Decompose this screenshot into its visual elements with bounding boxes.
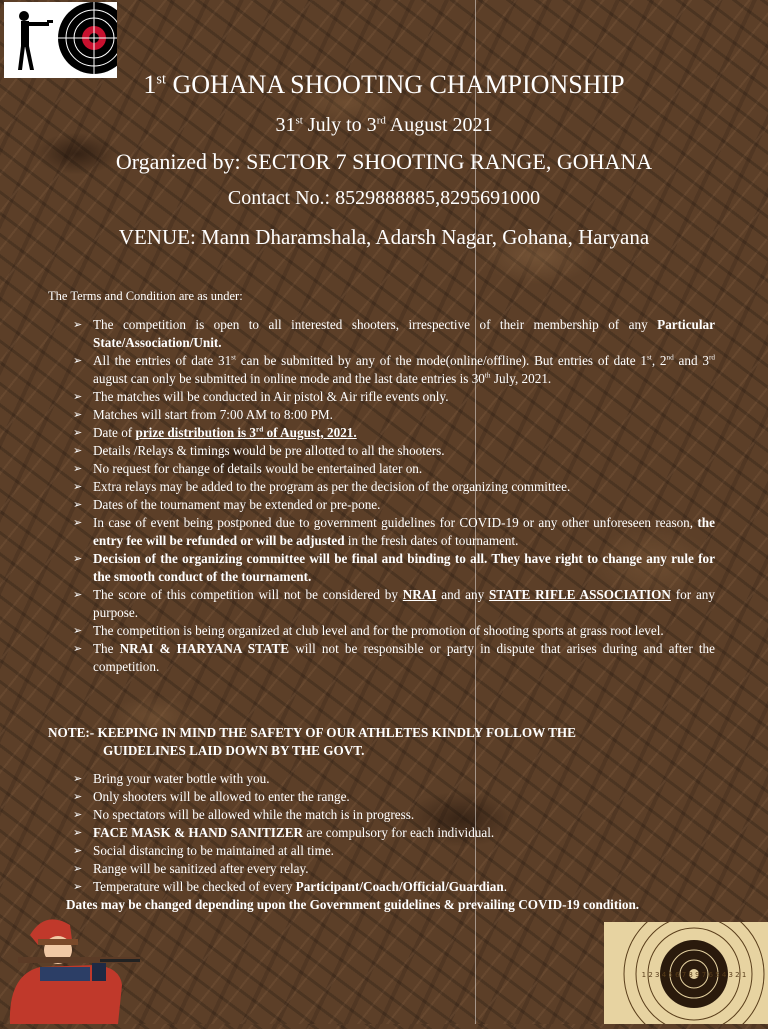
safety-note — [48, 724, 688, 760]
event-dates: 31st July to 3rd August 2021 — [275, 114, 493, 136]
arrow-bullet-icon: ➢ — [73, 773, 83, 785]
term-item: ➢ Extra relays may be added to the program as per the decision of the organizing committee. — [73, 479, 571, 494]
arrow-bullet-icon: ➢ — [73, 409, 83, 421]
term-item: ➢ Dates of the tournament may be extended or pre-pone. — [73, 497, 381, 512]
term-item: ➢ Matches will start from 7:00 AM to 8:00 PM. — [73, 407, 333, 422]
footer-disclaimer: Dates may be changed depending upon the Government guidelines & prevailing COVID-19 condition. — [66, 897, 640, 912]
arrow-bullet-icon: ➢ — [73, 319, 83, 331]
arrow-bullet-icon: ➢ — [73, 445, 83, 457]
target-card-icon — [604, 922, 768, 1024]
note-line-1: NOTE:- KEEPING IN MIND THE SAFETY OF OUR ATHLETES KINDLY FOLLOW THE — [48, 725, 576, 740]
guideline-item: ➢ Social distancing to be maintained at all time. — [73, 843, 334, 858]
term-item: ➢ The score of this competition will not be considered by NRAI and any STATE RIFLE ASSOCIATION for any purpose. — [73, 587, 715, 620]
term-item: ➢ Date of prize distribution is 3rd of August, 2021. — [73, 425, 357, 440]
organizer-line: Organized by: SECTOR 7 SHOOTING RANGE, GOHANA — [115, 149, 653, 174]
arrow-bullet-icon: ➢ — [73, 499, 83, 511]
arrow-bullet-icon: ➢ — [73, 643, 83, 655]
term-item: ➢ Decision of the organizing committee will be final and binding to all. They have right to change any rule for the smooth conduct of the tournament. — [73, 551, 715, 584]
target-ring-numbers: 1 2 3 4 5 6 7 8 9 7 6 5 4 3 2 1 — [641, 971, 747, 979]
term-item: ➢ The competition is open to all interested shooters, irrespective of their membership of any Particular State/Association/Unit. — [73, 317, 715, 350]
arrow-bullet-icon: ➢ — [73, 391, 83, 403]
guideline-item: ➢ Bring your water bottle with you. — [73, 771, 270, 786]
arrow-bullet-icon: ➢ — [73, 481, 83, 493]
guideline-item: ➢ Only shooters will be allowed to enter the range. — [73, 789, 350, 804]
term-item: ➢ Details /Relays & timings would be pre allotted to all the shooters. — [73, 443, 445, 458]
guideline-item: ➢ No spectators will be allowed while the match is in progress. — [73, 807, 415, 822]
arrow-bullet-icon: ➢ — [73, 589, 83, 601]
term-item: ➢ No request for change of details would be entertained later on. — [73, 461, 423, 476]
rifle-shooter-icon — [0, 905, 140, 1024]
page-title: 1st GOHANA SHOOTING CHAMPIONSHIP — [143, 70, 625, 99]
arrow-bullet-icon: ➢ — [73, 427, 83, 439]
term-item: ➢ In case of event being postponed due to government guidelines for COVID-19 or any other unforeseen reason, the entry fee will be refunded or will be adjusted in the fresh dates of tournament. — [73, 515, 715, 548]
arrow-bullet-icon: ➢ — [73, 845, 83, 857]
term-item: ➢ The matches will be conducted in Air pistol & Air rifle events only. — [73, 389, 449, 404]
guideline-item: ➢ Range will be sanitized after every relay. — [73, 861, 309, 876]
note-line-2: GUIDELINES LAID DOWN BY THE GOVT. — [103, 743, 365, 758]
guidelines-list — [73, 770, 715, 896]
term-item: ➢ The NRAI & HARYANA STATE will not be responsible or party in dispute that arises during and after the competition. — [73, 641, 715, 674]
arrow-bullet-icon: ➢ — [73, 863, 83, 875]
guideline-item: ➢ Temperature will be checked of every Participant/Coach/Official/Guardian. — [73, 879, 508, 894]
contact-line: Contact No.: 8529888885,8295691000 — [227, 187, 541, 209]
arrow-bullet-icon: ➢ — [73, 827, 83, 839]
arrow-bullet-icon: ➢ — [73, 553, 83, 565]
arrow-bullet-icon: ➢ — [73, 355, 83, 367]
arrow-bullet-icon: ➢ — [73, 463, 83, 475]
venue-line: VENUE: Mann Dharamshala, Adarsh Nagar, Gohana, Haryana — [118, 225, 650, 249]
arrow-bullet-icon: ➢ — [73, 809, 83, 821]
term-item: ➢ All the entries of date 31st can be submitted by any of the mode(online/offline). But entries of date 1st, 2nd and 3rd august can only be submitted in online mode and the last date entries is 30th July, 2021. — [73, 353, 715, 386]
arrow-bullet-icon: ➢ — [73, 625, 83, 637]
terms-intro: The Terms and Condition are as under: — [48, 289, 243, 303]
arrow-bullet-icon: ➢ — [73, 881, 83, 893]
term-item: ➢ The competition is being organized at club level and for the promotion of shooting sports at grass root level. — [73, 623, 664, 638]
arrow-bullet-icon: ➢ — [73, 517, 83, 529]
arrow-bullet-icon: ➢ — [73, 791, 83, 803]
pistol-shooter-target-icon — [4, 2, 117, 78]
guideline-item: ➢ FACE MASK & HAND SANITIZER are compulsory for each individual. — [73, 825, 495, 840]
terms-list — [73, 316, 715, 676]
